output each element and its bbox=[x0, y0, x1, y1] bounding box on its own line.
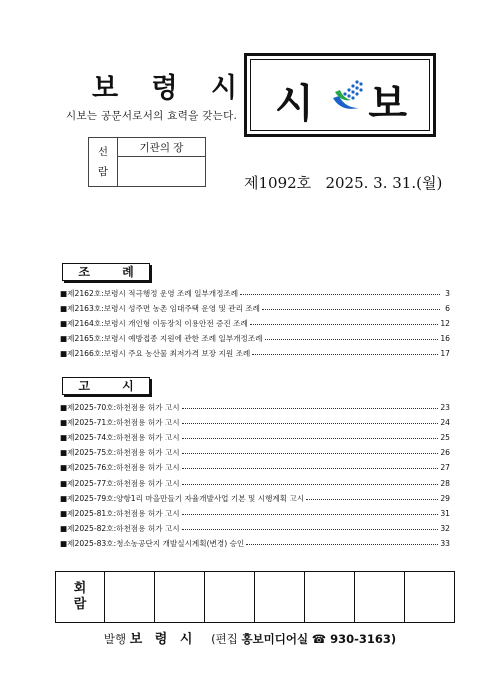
section-heading-ordinances: 조 례 bbox=[62, 263, 150, 281]
toc-leader bbox=[182, 529, 439, 530]
editor-prefix: (편집 bbox=[211, 632, 238, 646]
toc-item[interactable] bbox=[60, 331, 450, 346]
approval-header: 기관의 장 bbox=[118, 138, 206, 157]
toc-leader bbox=[182, 438, 439, 439]
editor-name: 홍보미디어실 bbox=[241, 632, 309, 646]
approval-label bbox=[89, 138, 118, 187]
approval-label-bottom: 람 bbox=[97, 166, 109, 178]
city-title: 보 령 시 bbox=[92, 73, 250, 104]
toc-item-page: 25 bbox=[440, 433, 450, 443]
toc-item-title: ■제2164호:보령시 개인형 이동장치 이용안전 증진 조례 bbox=[60, 319, 248, 329]
approval-box bbox=[88, 137, 206, 187]
toc-item-page: 26 bbox=[440, 448, 450, 458]
toc-leader bbox=[250, 324, 438, 325]
toc-item[interactable] bbox=[60, 536, 450, 551]
section-heading-notices: 고 시 bbox=[62, 377, 150, 395]
toc-item[interactable] bbox=[60, 415, 450, 430]
gazette-title-left: 시 bbox=[275, 81, 314, 127]
toc-item-title: ■제2165호:보령시 예방접종 지원에 관한 조례 일부개정조례 bbox=[60, 334, 263, 344]
toc-item[interactable] bbox=[60, 400, 450, 415]
circulation-cell bbox=[255, 572, 305, 623]
toc-item-page: 17 bbox=[440, 349, 450, 359]
toc-leader bbox=[182, 408, 439, 409]
gazette-title-box bbox=[244, 53, 436, 137]
toc-item-title: ■제2025-81호:하천점용 허가 고시 bbox=[60, 508, 180, 518]
toc-item-title: ■제2025-83호:청소농공단지 개발실시계획(변경) 승인 bbox=[60, 538, 245, 548]
gazette-title-inner-frame bbox=[250, 59, 430, 131]
boryeong-city-emblem-icon bbox=[331, 78, 365, 116]
toc-item[interactable] bbox=[60, 430, 450, 445]
toc-leader bbox=[306, 499, 438, 500]
toc-item-page: 6 bbox=[445, 304, 450, 314]
gazette-subtitle: 시보는 공문서로서의 효력을 갖는다. bbox=[66, 110, 238, 122]
issue-info bbox=[244, 172, 442, 193]
toc-item-title: ■제2025-76호:하천점용 허가 고시 bbox=[60, 463, 180, 473]
toc-item[interactable] bbox=[60, 445, 450, 460]
circulation-cell bbox=[205, 572, 255, 623]
toc-item-page: 33 bbox=[440, 538, 450, 548]
toc-leader bbox=[182, 453, 439, 454]
toc-item[interactable] bbox=[60, 316, 450, 331]
toc-item-title: ■제2166호:보령시 주요 농산물 최저가격 보장 지원 조례 bbox=[60, 349, 251, 359]
telephone-icon-number: ☎ 930-3163) bbox=[311, 632, 397, 646]
toc-item-page: 29 bbox=[440, 493, 450, 503]
toc-item[interactable] bbox=[60, 491, 450, 506]
toc-item-page: 27 bbox=[440, 463, 450, 473]
issue-number: 제1092호 bbox=[244, 174, 312, 192]
toc-item-page: 23 bbox=[440, 403, 450, 413]
toc-item-page: 12 bbox=[440, 319, 450, 329]
toc-leader bbox=[182, 423, 439, 424]
toc-item-page: 31 bbox=[440, 508, 450, 518]
toc-leader bbox=[182, 514, 439, 515]
toc-leader bbox=[182, 468, 439, 469]
circulation-cell bbox=[355, 572, 405, 623]
toc-item-title: ■제2025-74호:하천점용 허가 고시 bbox=[60, 433, 180, 443]
toc-item-title: ■제2025-71호:하천점용 허가 고시 bbox=[60, 418, 180, 428]
toc-item-title: ■제2025-82호:하천점용 허가 고시 bbox=[60, 523, 180, 533]
notice-list bbox=[60, 400, 450, 551]
ordinance-list bbox=[60, 286, 450, 361]
circulation-cell bbox=[155, 572, 205, 623]
issue-date: 2025. 3. 31.(월) bbox=[325, 174, 443, 192]
toc-item-page: 28 bbox=[440, 478, 450, 488]
toc-item-page: 32 bbox=[440, 523, 450, 533]
approval-label-top: 선 bbox=[97, 146, 109, 158]
issued-by-label: 발행 bbox=[103, 632, 127, 646]
toc-item-page: 24 bbox=[440, 418, 450, 428]
circulation-cell bbox=[405, 572, 455, 623]
toc-leader bbox=[240, 294, 440, 295]
toc-item-page: 3 bbox=[445, 289, 450, 299]
toc-item-page: 16 bbox=[440, 334, 450, 344]
toc-item[interactable] bbox=[60, 506, 450, 521]
circulation-label bbox=[56, 572, 105, 623]
toc-item-title: ■제2025-75호:하천점용 허가 고시 bbox=[60, 448, 180, 458]
toc-item[interactable] bbox=[60, 521, 450, 536]
toc-item[interactable] bbox=[60, 475, 450, 490]
circulation-cell bbox=[305, 572, 355, 623]
circulation-box bbox=[55, 571, 455, 623]
toc-item-title: ■제2025-77호:하천점용 허가 고시 bbox=[60, 478, 180, 488]
toc-leader bbox=[262, 309, 440, 310]
toc-item[interactable] bbox=[60, 286, 450, 301]
toc-item[interactable] bbox=[60, 460, 450, 475]
toc-leader bbox=[252, 354, 438, 355]
publisher-name: 보 령 시 bbox=[129, 632, 197, 647]
toc-item-title: ■제2163호:보령시 성주면 농촌 임대주택 운영 및 관리 조례 bbox=[60, 304, 260, 314]
gazette-title-right: 보 bbox=[368, 81, 407, 127]
toc-item[interactable] bbox=[60, 301, 450, 316]
circulation-cell bbox=[105, 572, 155, 623]
toc-item-title: ■제2025-79호:양항1리 마을만들기 자율개발사업 기본 및 시행계획 고시 bbox=[60, 493, 305, 503]
approval-signature-cell bbox=[118, 157, 206, 187]
toc-item-title: ■제2025-70호:하천점용 허가 고시 bbox=[60, 403, 180, 413]
toc-item-title: ■제2162호:보령시 적극행정 운영 조례 일부개정조례 bbox=[60, 289, 239, 299]
toc-leader bbox=[182, 484, 439, 485]
circulation-label-top: 회 bbox=[73, 581, 87, 596]
publisher-footer bbox=[0, 628, 500, 647]
toc-item[interactable] bbox=[60, 346, 450, 361]
toc-leader bbox=[246, 544, 438, 545]
toc-leader bbox=[265, 339, 439, 340]
circulation-label-bottom: 람 bbox=[73, 597, 87, 612]
